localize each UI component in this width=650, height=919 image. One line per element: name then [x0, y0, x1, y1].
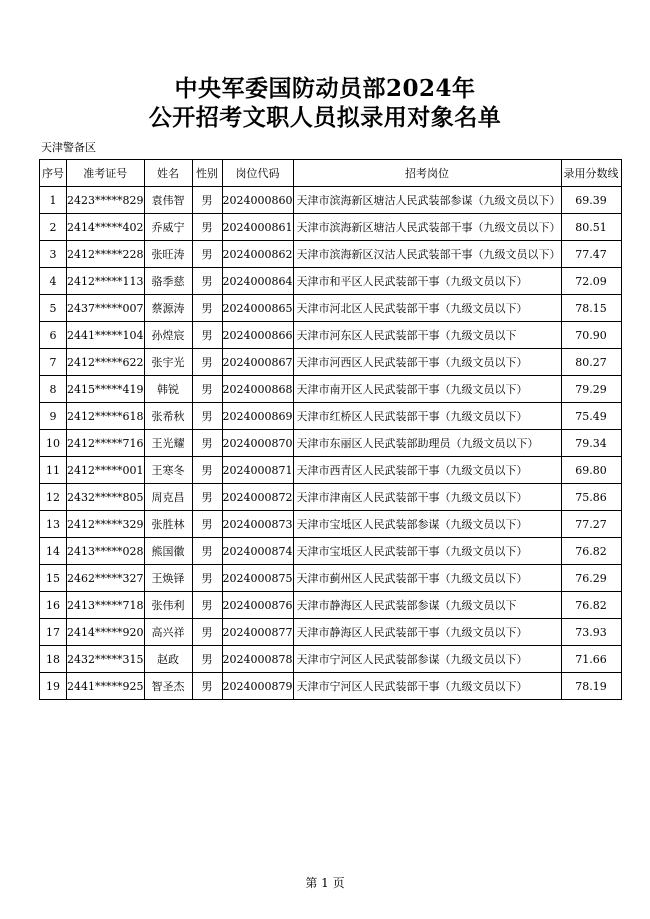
header-exam-number: 准考证号: [67, 160, 145, 187]
cell-post-code: 2024000860: [222, 187, 293, 214]
cell-post: 天津市滨海新区汉沽人民武装部干事（九级文员以下）: [293, 241, 561, 268]
cell-score: 69.80: [561, 457, 621, 484]
cell-index: 13: [40, 511, 67, 538]
cell-index: 4: [40, 268, 67, 295]
cell-post-code: 2024000866: [222, 322, 293, 349]
cell-post-code: 2024000871: [222, 457, 293, 484]
cell-exam-number: 2412*****113: [67, 268, 145, 295]
cell-post-code: 2024000872: [222, 484, 293, 511]
cell-exam-number: 2412*****228: [67, 241, 145, 268]
cell-exam-number: 2412*****622: [67, 349, 145, 376]
cell-exam-number: 2441*****104: [67, 322, 145, 349]
cell-post-code: 2024000874: [222, 538, 293, 565]
cell-name: 智圣杰: [144, 673, 192, 700]
cell-score: 76.29: [561, 565, 621, 592]
cell-post-code: 2024000861: [222, 214, 293, 241]
cell-post-code: 2024000873: [222, 511, 293, 538]
table-row: [40, 619, 622, 646]
cell-name: 蔡源涛: [144, 295, 192, 322]
region-label: 天津警备区: [41, 141, 96, 154]
cell-post-code: 2024000864: [222, 268, 293, 295]
cell-index: 14: [40, 538, 67, 565]
cell-name: 王寒冬: [144, 457, 192, 484]
cell-post-code: 2024000879: [222, 673, 293, 700]
cell-gender: 男: [192, 187, 222, 214]
cell-post: 天津市红桥区人民武装部干事（九级文员以下）: [293, 403, 561, 430]
cell-name: 张希秋: [144, 403, 192, 430]
cell-post: 天津市河北区人民武装部干事（九级文员以下）: [293, 295, 561, 322]
cell-name: 周克昌: [144, 484, 192, 511]
cell-gender: 男: [192, 295, 222, 322]
cell-post: 天津市津南区人民武装部干事（九级文员以下）: [293, 484, 561, 511]
cell-index: 2: [40, 214, 67, 241]
cell-gender: 男: [192, 538, 222, 565]
cell-exam-number: 2414*****402: [67, 214, 145, 241]
cell-name: 高兴祥: [144, 619, 192, 646]
cell-name: 骆季慈: [144, 268, 192, 295]
cell-exam-number: 2441*****925: [67, 673, 145, 700]
cell-name: 孙煌宸: [144, 322, 192, 349]
cell-gender: 男: [192, 214, 222, 241]
cell-exam-number: 2412*****618: [67, 403, 145, 430]
cell-gender: 男: [192, 457, 222, 484]
table-row: [40, 673, 622, 700]
cell-post-code: 2024000868: [222, 376, 293, 403]
cell-name: 袁伟智: [144, 187, 192, 214]
header-index: 序号: [40, 160, 67, 187]
cell-score: 72.09: [561, 268, 621, 295]
table-row: [40, 538, 622, 565]
cell-score: 73.93: [561, 619, 621, 646]
cell-name: 王光耀: [144, 430, 192, 457]
cell-score: 78.19: [561, 673, 621, 700]
cell-exam-number: 2437*****007: [67, 295, 145, 322]
table-body: [40, 187, 622, 700]
cell-index: 1: [40, 187, 67, 214]
cell-index: 8: [40, 376, 67, 403]
cell-score: 79.29: [561, 376, 621, 403]
cell-index: 15: [40, 565, 67, 592]
table-row: [40, 646, 622, 673]
cell-score: 76.82: [561, 538, 621, 565]
cell-index: 19: [40, 673, 67, 700]
cell-name: 熊国徽: [144, 538, 192, 565]
table-row: [40, 322, 622, 349]
cell-post: 天津市蓟州区人民武装部干事（九级文员以下）: [293, 565, 561, 592]
cell-gender: 男: [192, 241, 222, 268]
table-row: [40, 565, 622, 592]
header-name: 姓名: [144, 160, 192, 187]
cell-post: 天津市滨海新区塘沽人民武装部参谋（九级文员以下）: [293, 187, 561, 214]
cell-index: 6: [40, 322, 67, 349]
cell-score: 77.47: [561, 241, 621, 268]
cell-index: 3: [40, 241, 67, 268]
table-row: [40, 376, 622, 403]
cell-post: 天津市南开区人民武装部干事（九级文员以下）: [293, 376, 561, 403]
cell-gender: 男: [192, 430, 222, 457]
table-row: [40, 214, 622, 241]
cell-post-code: 2024000867: [222, 349, 293, 376]
cell-gender: 男: [192, 619, 222, 646]
cell-name: 韩锐: [144, 376, 192, 403]
page-number: 第 1 页: [305, 876, 345, 890]
cell-index: 10: [40, 430, 67, 457]
cell-score: 79.34: [561, 430, 621, 457]
cell-post: 天津市河西区人民武装部干事（九级文员以下）: [293, 349, 561, 376]
cell-post-code: 2024000870: [222, 430, 293, 457]
cell-gender: 男: [192, 646, 222, 673]
cell-score: 80.51: [561, 214, 621, 241]
cell-score: 77.27: [561, 511, 621, 538]
cell-post: 天津市河东区人民武装部干事（九级文员以下: [293, 322, 561, 349]
table-row: [40, 295, 622, 322]
cell-post: 天津市静海区人民武装部干事（九级文员以下）: [293, 619, 561, 646]
cell-gender: 男: [192, 376, 222, 403]
cell-index: 18: [40, 646, 67, 673]
table-row: [40, 457, 622, 484]
cell-score: 78.15: [561, 295, 621, 322]
cell-post: 天津市和平区人民武装部干事（九级文员以下）: [293, 268, 561, 295]
cell-name: 张胜林: [144, 511, 192, 538]
table-row: [40, 592, 622, 619]
cell-exam-number: 2413*****028: [67, 538, 145, 565]
cell-post-code: 2024000875: [222, 565, 293, 592]
cell-score: 69.39: [561, 187, 621, 214]
table-row: [40, 430, 622, 457]
cell-exam-number: 2462*****327: [67, 565, 145, 592]
cell-gender: 男: [192, 673, 222, 700]
cell-post-code: 2024000877: [222, 619, 293, 646]
table-row: [40, 484, 622, 511]
table-row: [40, 241, 622, 268]
cell-gender: 男: [192, 565, 222, 592]
cell-post-code: 2024000869: [222, 403, 293, 430]
cell-exam-number: 2412*****716: [67, 430, 145, 457]
cell-name: 乔威宁: [144, 214, 192, 241]
cell-post: 天津市滨海新区塘沽人民武装部干事（九级文员以下）: [293, 214, 561, 241]
cell-score: 75.86: [561, 484, 621, 511]
cell-exam-number: 2412*****329: [67, 511, 145, 538]
cell-post: 天津市西青区人民武装部干事（九级文员以下）: [293, 457, 561, 484]
cell-post: 天津市宁河区人民武装部干事（九级文员以下）: [293, 673, 561, 700]
cell-score: 71.66: [561, 646, 621, 673]
title-line-2: 公开招考文职人员拟录用对象名单: [148, 104, 502, 131]
cell-exam-number: 2412*****001: [67, 457, 145, 484]
cell-post-code: 2024000878: [222, 646, 293, 673]
cell-post: 天津市宝坻区人民武装部干事（九级文员以下）: [293, 538, 561, 565]
cell-gender: 男: [192, 322, 222, 349]
cell-exam-number: 2432*****805: [67, 484, 145, 511]
cell-index: 11: [40, 457, 67, 484]
cell-index: 12: [40, 484, 67, 511]
cell-post: 天津市宝坻区人民武装部参谋（九级文员以下）: [293, 511, 561, 538]
cell-post-code: 2024000865: [222, 295, 293, 322]
table-row: [40, 268, 622, 295]
cell-index: 9: [40, 403, 67, 430]
header-score: 录用分数线: [561, 160, 621, 187]
cell-exam-number: 2415*****419: [67, 376, 145, 403]
cell-index: 17: [40, 619, 67, 646]
table-row: [40, 187, 622, 214]
cell-name: 赵政: [144, 646, 192, 673]
cell-post: 天津市静海区人民武装部参谋（九级文员以下: [293, 592, 561, 619]
cell-gender: 男: [192, 592, 222, 619]
cell-exam-number: 2414*****920: [67, 619, 145, 646]
cell-name: 张伟利: [144, 592, 192, 619]
cell-post: 天津市宁河区人民武装部参谋（九级文员以下）: [293, 646, 561, 673]
cell-gender: 男: [192, 349, 222, 376]
header-post: 招考岗位: [293, 160, 561, 187]
cell-post: 天津市东丽区人民武装部助理员（九级文员以下）: [293, 430, 561, 457]
header-gender: 性别: [192, 160, 222, 187]
cell-gender: 男: [192, 403, 222, 430]
cell-score: 70.90: [561, 322, 621, 349]
admission-table: [39, 159, 622, 700]
cell-exam-number: 2432*****315: [67, 646, 145, 673]
table-row: [40, 511, 622, 538]
cell-gender: 男: [192, 511, 222, 538]
cell-name: 张宇光: [144, 349, 192, 376]
header-post-code: 岗位代码: [222, 160, 293, 187]
title-line-1: 中央军委国防动员部2024年: [174, 75, 476, 102]
cell-post-code: 2024000862: [222, 241, 293, 268]
table-row: [40, 403, 622, 430]
cell-name: 张旺涛: [144, 241, 192, 268]
cell-index: 16: [40, 592, 67, 619]
table-row: [40, 349, 622, 376]
cell-score: 76.82: [561, 592, 621, 619]
cell-score: 75.49: [561, 403, 621, 430]
cell-exam-number: 2413*****718: [67, 592, 145, 619]
cell-name: 王焕铎: [144, 565, 192, 592]
cell-index: 7: [40, 349, 67, 376]
cell-gender: 男: [192, 484, 222, 511]
cell-score: 80.27: [561, 349, 621, 376]
cell-index: 5: [40, 295, 67, 322]
cell-post-code: 2024000876: [222, 592, 293, 619]
table-header-row: [40, 160, 622, 187]
cell-exam-number: 2423*****829: [67, 187, 145, 214]
cell-gender: 男: [192, 268, 222, 295]
